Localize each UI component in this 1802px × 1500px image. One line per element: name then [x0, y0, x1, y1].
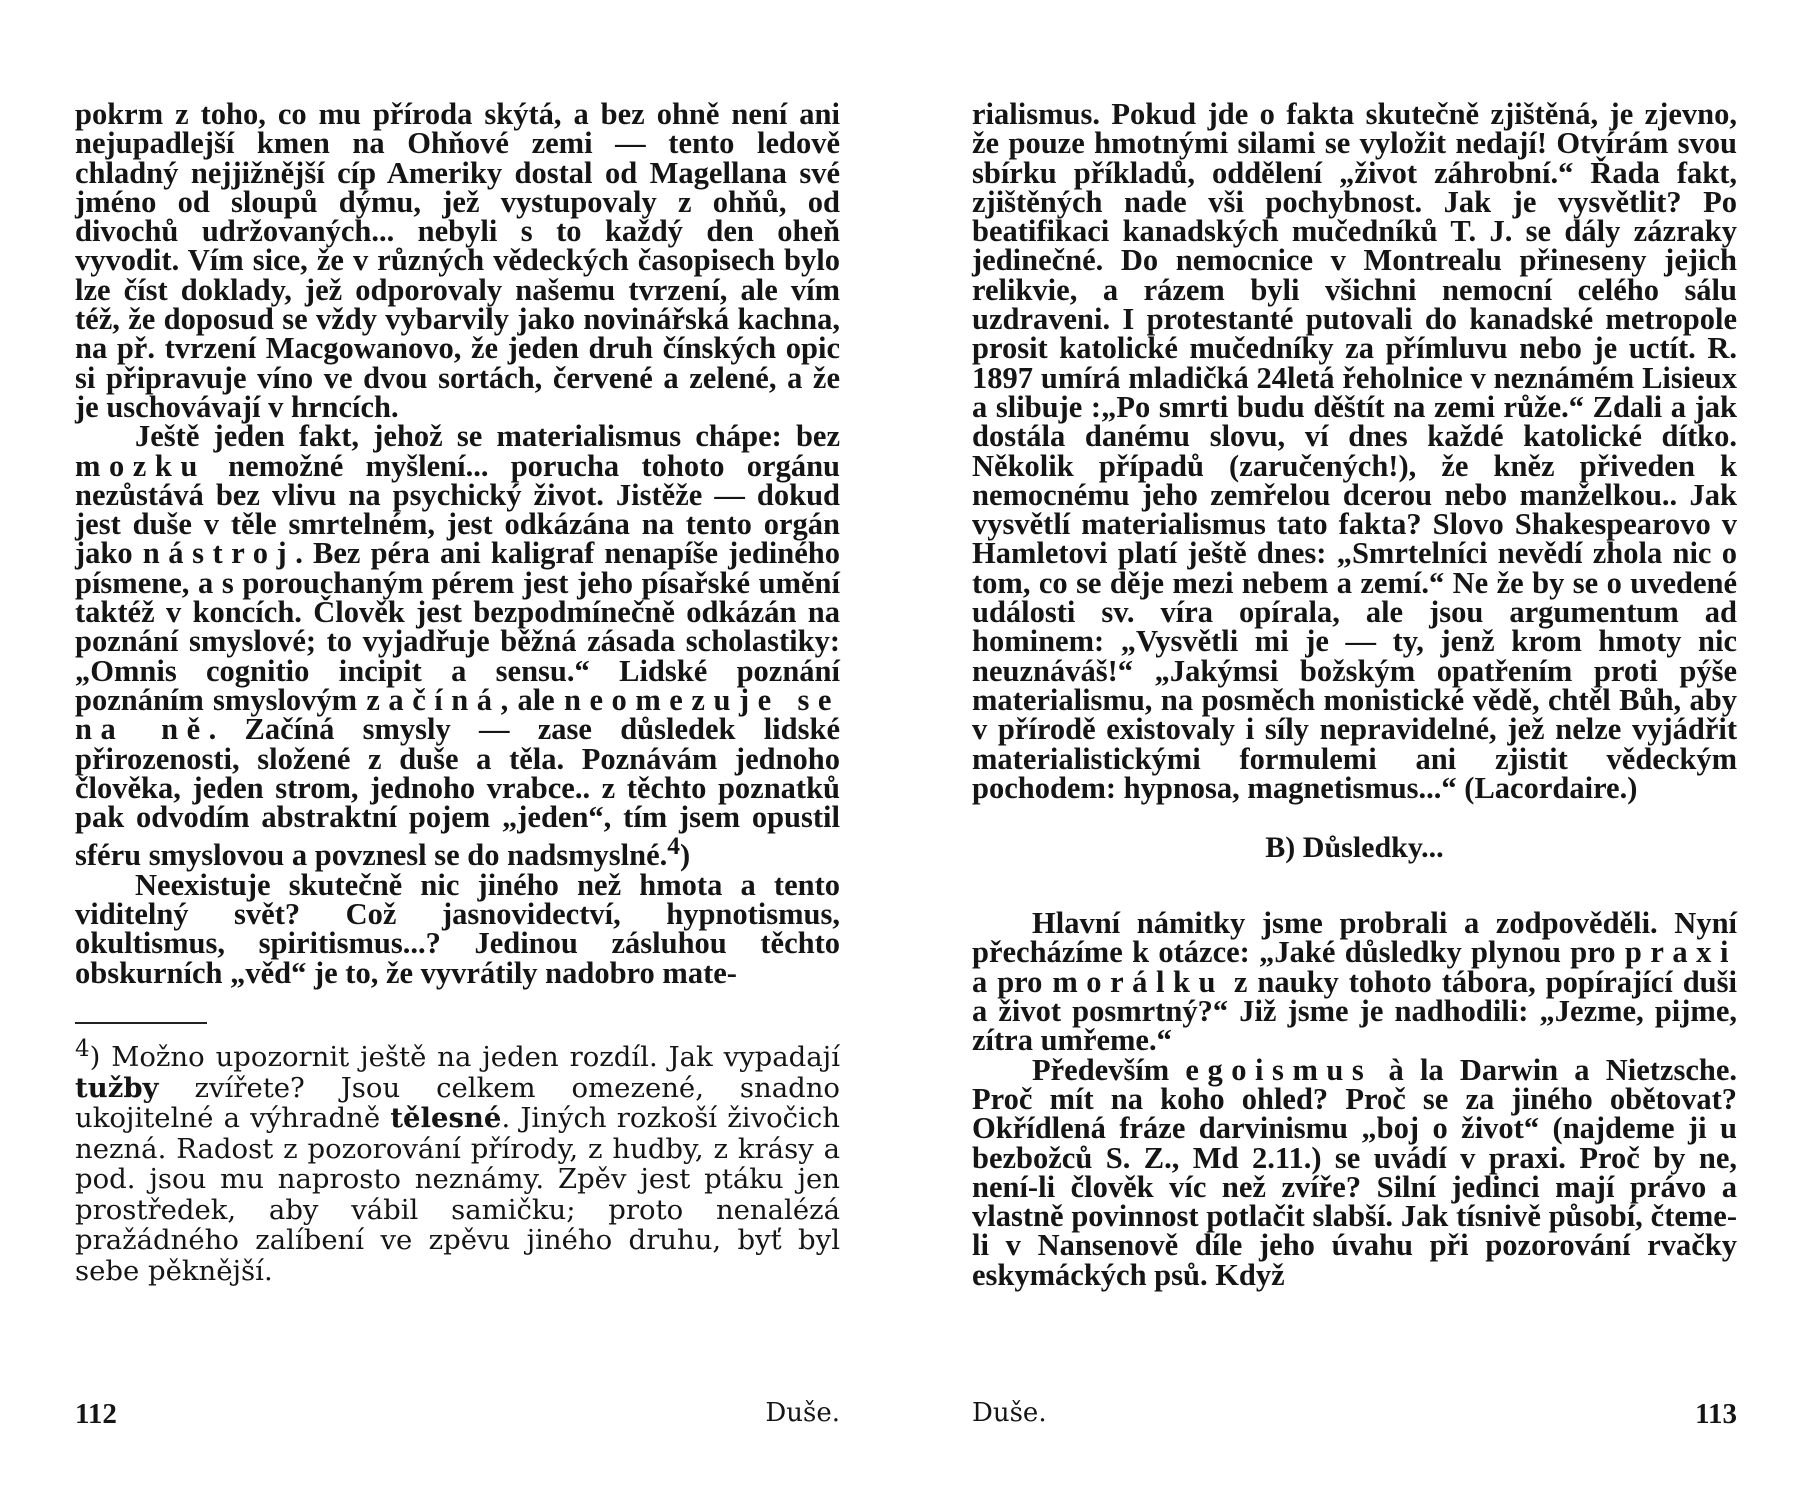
right-page	[972, 97, 1737, 1292]
left-page-footer	[75, 1398, 840, 1431]
section-heading: B) Důsledky...	[1265, 831, 1444, 865]
text-run: z nauky tohoto tábora, popírající duši a život posmrtný?“ Již jsme je nadhodili: „Jezme, pijme, zítra umřeme.“	[972, 964, 1737, 1058]
page-number-right: 113	[1695, 1398, 1737, 1430]
text-run: zvířete? Jsou celkem omezené, snadno ukojitelné a výhradně	[75, 1071, 840, 1135]
footnote-marker: 4	[75, 1036, 90, 1063]
text-run: ) Možno upozornit ještě na jeden rozdíl. Jak vypadají	[89, 1041, 840, 1074]
paragraph	[972, 906, 1737, 1058]
running-title-left: Duše.	[765, 1398, 840, 1428]
text-run: Neexistuje skutečně nic jiného než hmota a tento viditelný svět? Což jasnovidectví, hypnotismus, okultismus, spiritismus...? Jedinou zásluhou těchto obskurních „věd“ je to, že vyvrátily nadobro mate-	[75, 867, 840, 990]
emphasis-text: tělesné	[390, 1102, 502, 1135]
spaced-emphasis-text: nástroj	[142, 536, 296, 571]
paragraph	[972, 1052, 1737, 1292]
emphasis-text: tužby	[75, 1071, 159, 1104]
text-run: Ještě jeden fakt, jehož se materialismus chápe: bez	[135, 419, 840, 454]
spaced-emphasis-text: morálku	[1052, 964, 1224, 999]
text-run: . Začíná smysly — zase důsledek lidské přirozenosti, složené z duše a těla. Poznávám jednoho člověka, jeden strom, jednoho vrabce.. z těchto poznatků pak odvodím abstraktní pojem „jeden“, tím jsem opustil sféru smyslovou a povznesl se do nadsmyslné.	[75, 712, 840, 873]
paragraph	[75, 867, 840, 990]
text-run: rialismus. Pokud jde o fakta skutečně zjištěná, je zjevno, že pouze hmotnými silami se vyložit nedají! Otvírám svou sbírku příkladů, oddělení „život záhrobní.“ Řada fakt, zjištěných nade vši pochybnost. Jak je vysvětlit? Po beatifikaci kanadských mučedníků T. J. se dály zázraky jedinečné. Do nemocnice v Montrealu přineseny jejich relikvie, a rázem byli všichni nemocní celého sálu uzdraveni. I protestanté putovali do kanadské metropole prosit katolické mučedníky za přímluvu nebo je uctít. R. 1897 umírá mladičká 24letá řeholnice v neznámém Lisieux a slibuje :„Po smrti budu děštít na zemi růže.“ Zdali a jak dostála danému slovu, ví dnes každé katolické dítko. Několik případů (zaručených!), že kněz přiveden k nemocnému jeho zemřelou dcerou nebo manželkou.. Jak vysvětlí materialismus tato fakta? Slovo Shakespearovo v Hamletovi platí ještě dnes: „Smrtelníci nevědí zhola nic o tom, co se děje mezi nebem a zemí.“ Ne že by se o uvedené události sv. víra opírala, ale jsou argumentum ad hominem: „Vysvětli mi je — ty, jenž krom hmoty nic neuznáváš!“ „Jakýmsi božským opatřením proti pýše materialismu, na posměch monistické vědě, chtěl Bůh, aby v přírodě existovaly i síly nepravidelné, jež nelze vyjádřit materialistickými formulemi ani zjistit vědeckým pochodem: hypnosa, magnetismus...“ (Lacordaire.)	[972, 97, 1737, 805]
right-page-body-bottom	[972, 906, 1737, 1292]
page-number-left: 112	[75, 1398, 117, 1430]
paragraph	[75, 97, 840, 424]
text-run: , ale	[500, 682, 564, 717]
text-run: a pro	[972, 964, 1053, 999]
left-page-body	[75, 97, 840, 990]
spaced-emphasis-text: mozku	[75, 448, 206, 483]
text-run: Především	[1032, 1052, 1186, 1087]
spaced-emphasis-text: praxi	[1624, 935, 1737, 970]
running-title-right: Duše.	[972, 1398, 1047, 1428]
text-run: Hlavní námitky jsme probrali a zodpověděli. Nyní přecházíme k otázce: „Jaké důsledky plynou pro	[972, 906, 1737, 970]
footnote-marker: 4	[667, 832, 680, 861]
right-page-body-top	[972, 97, 1737, 805]
footnote-rule	[75, 1022, 207, 1024]
right-page-footer	[972, 1398, 1737, 1431]
spaced-emphasis-text: začíná	[366, 682, 501, 717]
text-run: . Jiných rozkoší živočich nezná. Radost z pozorování přírody, z hudby, z krásy a pod. jsou mu naprosto neznámy. Zpěv jest ptáku jen prostředek, aby vábil samičku; proto nenalézá pražádného zalíbení ve zpěvu jiného druhu, byť byl sebe pěknější.	[75, 1102, 840, 1287]
footnote	[75, 1034, 840, 1286]
paragraph	[75, 419, 840, 873]
text-run: )	[679, 838, 691, 873]
paragraph	[972, 97, 1737, 805]
text-run: nemožné myšlení... porucha tohoto orgánu nezůstává bez vlivu na psychický život. Jistěže — dokud jest duše v těle smrtelném, jest odkázána na tento orgán jako	[75, 448, 840, 571]
left-page	[75, 97, 840, 1287]
spaced-emphasis-text: neomezuje se na ně	[75, 682, 840, 747]
text-run: à la Darwin a Nietzsche. Proč mít na koho ohled? Proč se za jiného obětovat? Okřídlená fráze darvinismu „boj o život“ (najdeme ji u bezbožců S. Z., Md 2.11.) se uvádí v praxi. Proč by ne, není-li člověk víc než zvíře? Silní jedinci mají právo a vlastně povinnost potlačit slabší. Jak tísnivě působí, čteme-li v Nansenově díle jeho úvahu při pozorování rvačky eskymáckých psů. Když	[972, 1052, 1737, 1292]
text-run: . Bez péra ani kaligraf nenapíše jediného písmene, a s porouchaným pérem jest jeho písařské umění taktéž v koncích. Člověk jest bezpodmínečně odkázán na poznání smyslové; to vyjadřuje běžná zásada scholastiky: „Omnis cognitio incipit a sensu.“ Lidské poznání poznáním smyslovým	[75, 536, 840, 717]
spaced-emphasis-text: egoismus	[1185, 1052, 1373, 1087]
text-run: pokrm z toho, co mu příroda skýtá, a bez ohně není ani nejupadlejší kmen na Ohňové zemi — tento ledově chladný nejjižnější cíp Ameriky dostal od Magellana své jméno od sloupů dýmu, jež vystupovaly z ohňů, od divochů udržovaných... nebyli s to každý den oheň vyvodit. Vím sice, že v různých vědeckých časopisech bylo lze číst doklady, jež odporovaly našemu tvrzení, ale vím též, že doposud se vždy vybarvily jako novinářská kachna, na př. tvrzení Macgowanovo, že jeden druh čínských opic si připravuje víno ve dvou sortách, červené a zelené, a že je uschovávají v hrncích.	[75, 97, 840, 424]
